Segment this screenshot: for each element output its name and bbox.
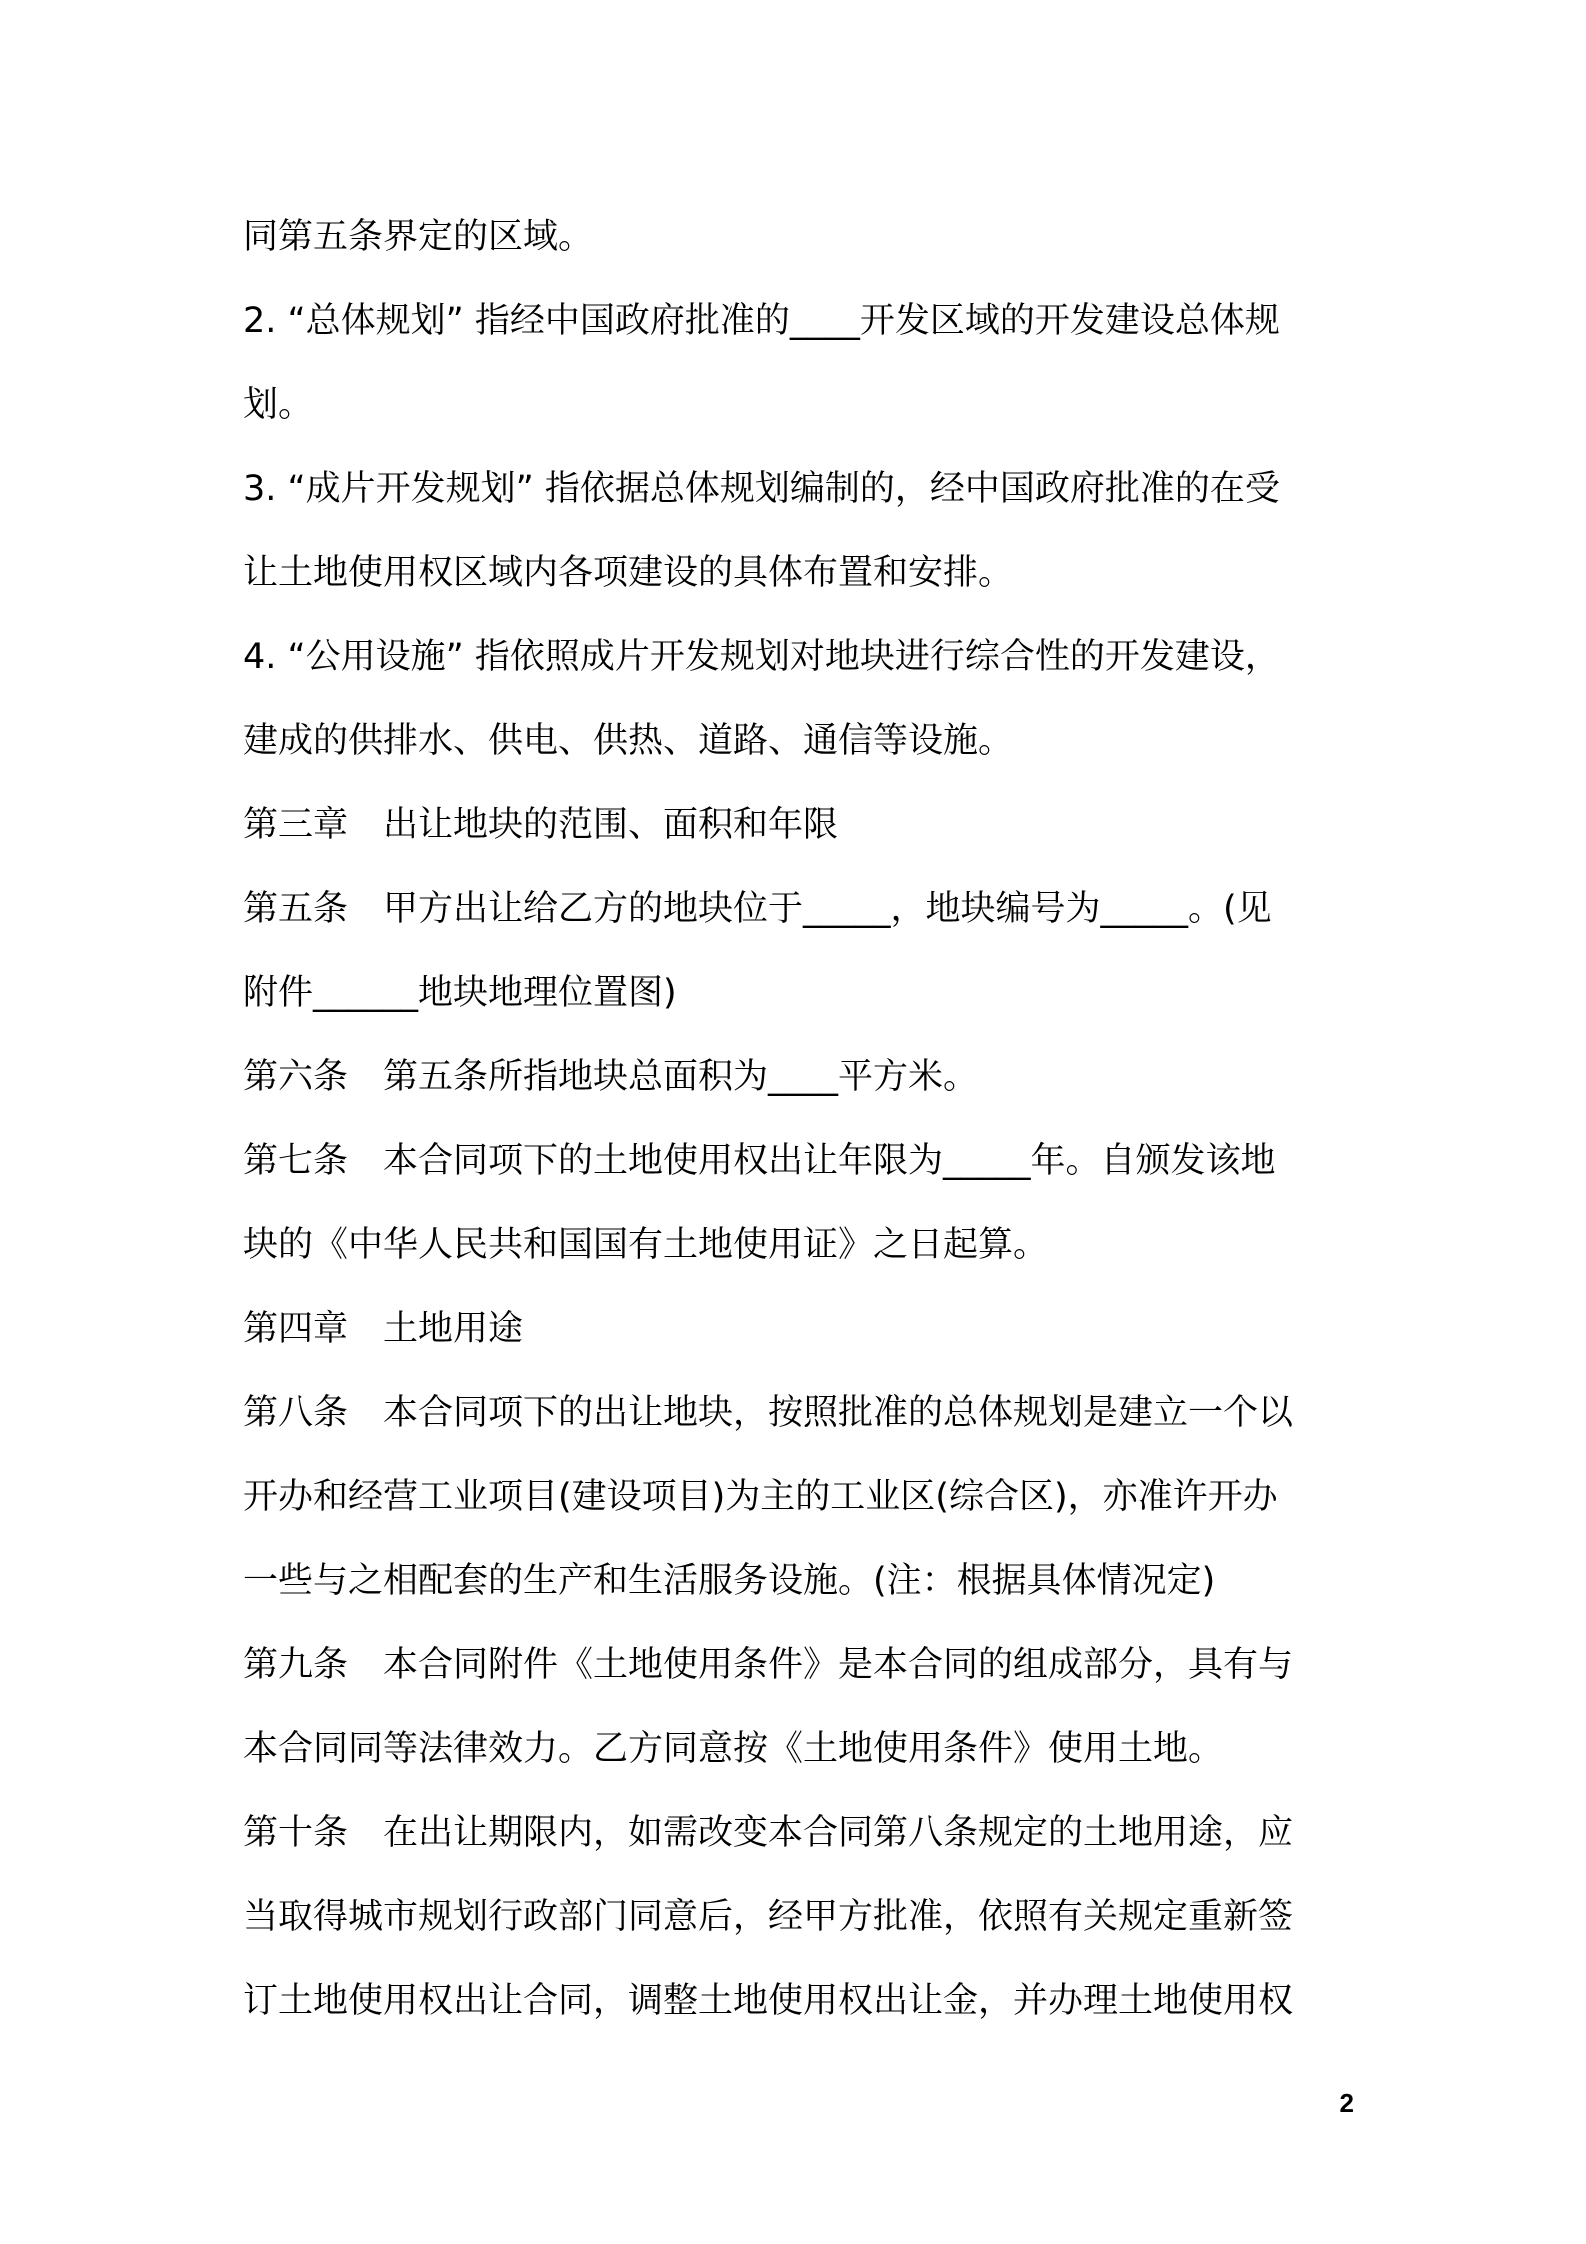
text-line: 4. “公用设施” 指依照成片开发规划对地块进行综合性的开发建设，: [243, 637, 1280, 677]
text-line: 当取得城市规划行政部门同意后，经甲方批准，依照有关规定重新签: [243, 1897, 1294, 1937]
text-line: 让土地使用权区域内各项建设的具体布置和安排。: [243, 553, 1014, 593]
document-body: [243, 195, 1363, 2043]
text-line: 2. “总体规划” 指经中国政府批准的____开发区域的开发建设总体规: [243, 301, 1280, 341]
text-line: 同第五条界定的区域。: [243, 217, 594, 257]
text-line: 本合同同等法律效力。乙方同意按《土地使用条件》使用土地。: [243, 1729, 1224, 1769]
text-line: 订土地使用权出让合同，调整土地使用权出让金，并办理土地使用权: [243, 1981, 1294, 2021]
text-line: 3. “成片开发规划” 指依据总体规划编制的，经中国政府批准的在受: [243, 469, 1280, 509]
text-line: 第五条 甲方出让给乙方的地块位于_____，地块编号为_____。(见: [243, 889, 1272, 929]
text-line: 第七条 本合同项下的土地使用权出让年限为_____年。自颁发该地: [243, 1141, 1276, 1181]
text-line: 附件______地块地理位置图): [243, 973, 677, 1013]
text-line: 第六条 第五条所指地块总面积为____平方米。: [243, 1057, 979, 1097]
text-line: 块的《中华人民共和国国有土地使用证》之日起算。: [243, 1225, 1049, 1265]
chapter-heading: 第四章 土地用途: [243, 1309, 524, 1349]
text-line: 第九条 本合同附件《土地使用条件》是本合同的组成部分，具有与: [243, 1645, 1294, 1685]
text-line: 建成的供排水、供电、供热、道路、通信等设施。: [243, 721, 1014, 761]
text-line: 开办和经营工业项目(建设项目)为主的工业区(综合区)，亦准许开办: [243, 1477, 1278, 1517]
chapter-heading: 第三章 出让地块的范围、面积和年限: [243, 805, 839, 845]
text-line: 第八条 本合同项下的出让地块，按照批准的总体规划是建立一个以: [243, 1393, 1294, 1433]
text-line: 划。: [243, 385, 314, 425]
text-line: 一些与之相配套的生产和生活服务设施。(注：根据具体情况定): [243, 1561, 1216, 1601]
page-number: 2: [1339, 2088, 1354, 2118]
text-line: 第十条 在出让期限内，如需改变本合同第八条规定的土地用途，应: [243, 1813, 1294, 1853]
